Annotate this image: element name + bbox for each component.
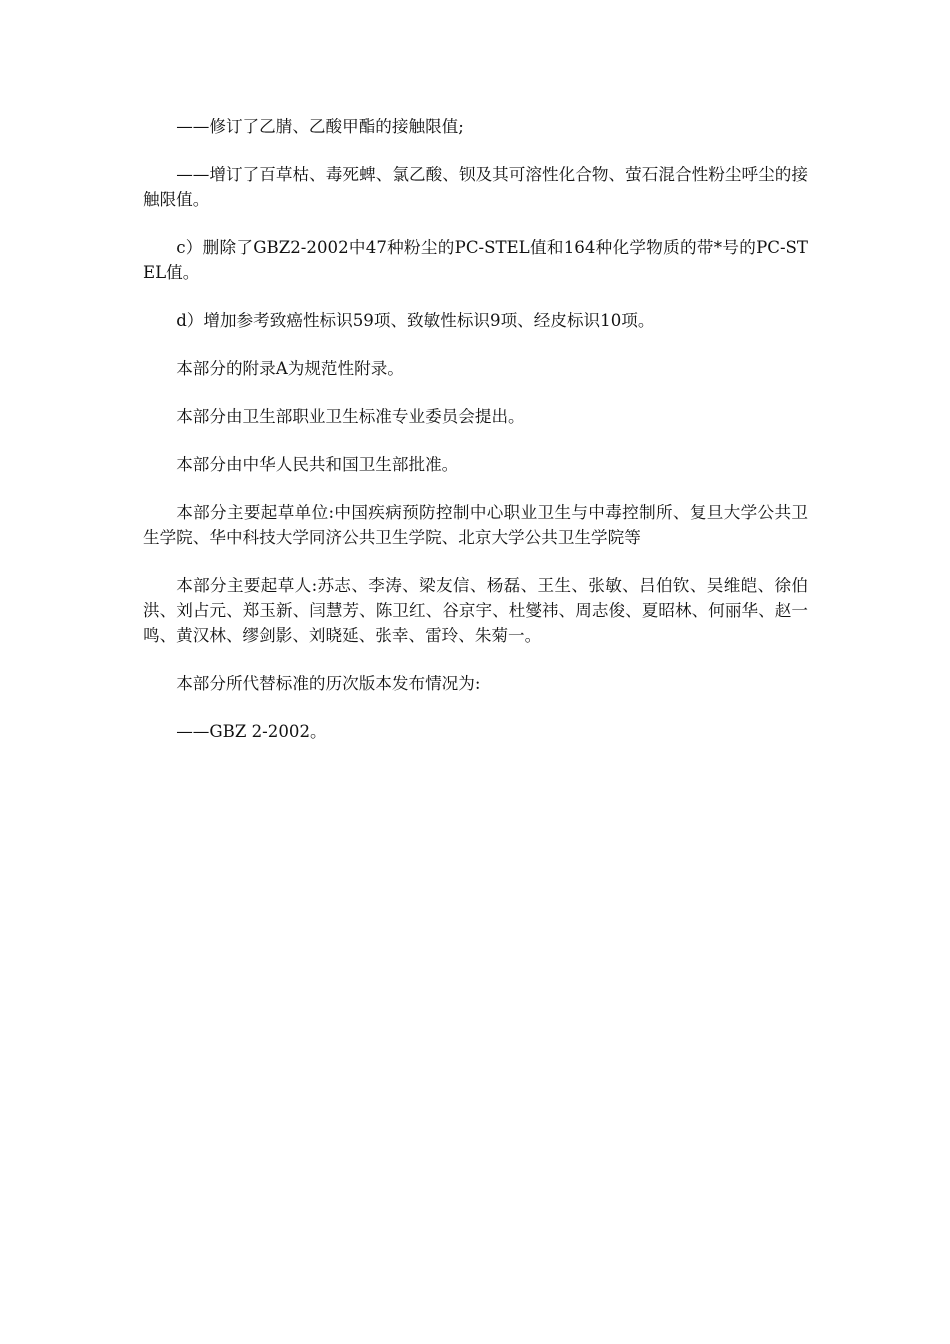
paragraph-previous-version: ——GBZ 2-2002。: [176, 722, 327, 741]
paragraph-appendix: 本部分的附录A为规范性附录。: [176, 359, 404, 378]
paragraph-deleted-pc-stel: c）删除了GBZ2-2002中47种粉尘的PC-STEL值和164种化学物质的带*号的PC-STEL值。: [143, 238, 808, 282]
paragraph-version-history: 本部分所代替标准的历次版本发布情况为:: [176, 674, 481, 693]
paragraph-drafting-units: 本部分主要起草单位:中国疾病预防控制中心职业卫生与中毒控制所、复旦大学公共卫生学院、华中科技大学同济公共卫生学院、北京大学公共卫生学院等: [143, 503, 808, 547]
paragraph-approved-by: 本部分由中华人民共和国卫生部批准。: [176, 455, 459, 474]
paragraph-added-markers: d）增加参考致癌性标识59项、致敏性标识9项、经皮标识10项。: [176, 311, 655, 330]
paragraph-added-limits: ——增订了百草枯、毒死蜱、氯乙酸、钡及其可溶性化合物、萤石混合性粉尘呼尘的接触限值。: [143, 165, 808, 209]
paragraph-revised-limits: ——修订了乙腈、乙酸甲酯的接触限值;: [176, 117, 464, 136]
document-body: [143, 114, 808, 767]
paragraph-drafters: 本部分主要起草人:苏志、李涛、梁友信、杨磊、王生、张敏、吕伯钦、吴维皑、徐伯洪、刘占元、郑玉新、闫慧芳、陈卫红、谷京宇、杜燮祎、周志俊、夏昭林、何丽华、赵一鸣、黄汉林、缪剑影、刘晓延、张幸、雷玲、朱菊一。: [143, 576, 808, 645]
paragraph-proposed-by: 本部分由卫生部职业卫生标准专业委员会提出。: [176, 407, 525, 426]
